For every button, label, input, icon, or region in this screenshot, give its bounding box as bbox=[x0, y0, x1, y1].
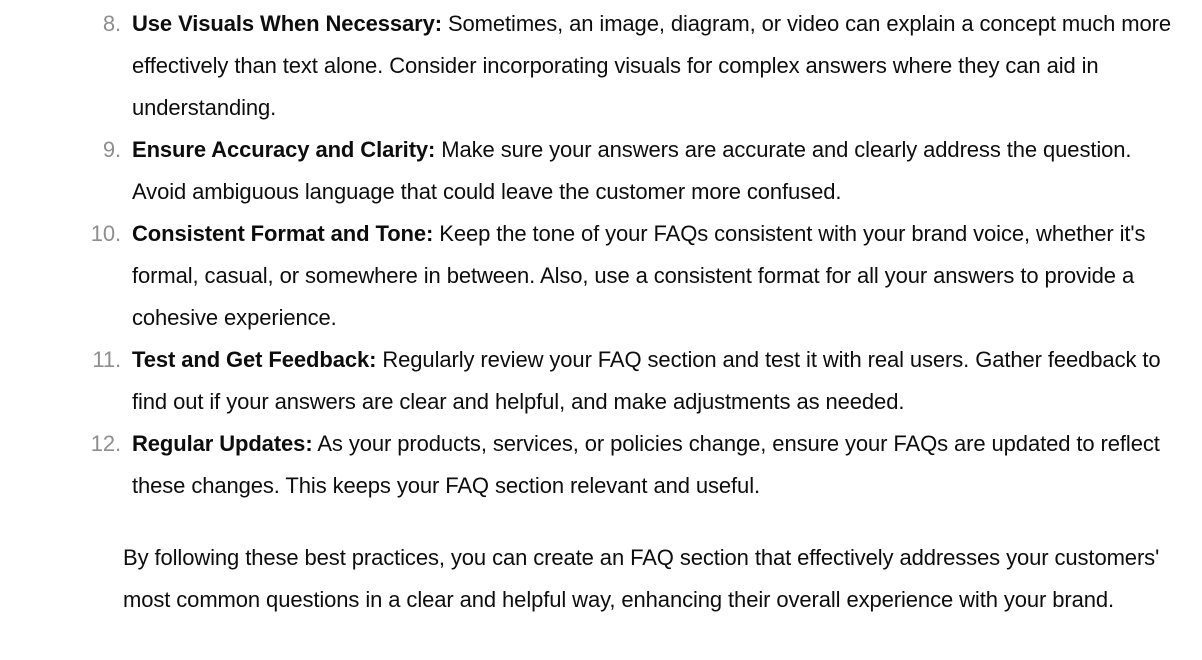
best-practices-list bbox=[0, 3, 1202, 507]
list-item-text: Regularly review your FAQ section and test it with real users. Gather feedback to find out if your answers are clear and helpful, and make adjustments as needed. bbox=[132, 347, 1161, 414]
list-item-text: Make sure your answers are accurate and clearly address the question. Avoid ambiguous language that could leave the customer more confused. bbox=[132, 137, 1132, 204]
list-item-number: 10. bbox=[90, 221, 121, 246]
list-item-number: 11. bbox=[92, 347, 121, 372]
list-item bbox=[0, 213, 1202, 339]
list-item-text: Keep the tone of your FAQs consistent with your brand voice, whether it's formal, casual, or somewhere in between. Also, use a consistent format for all your answers to provide a cohesive experience. bbox=[132, 221, 1146, 330]
list-item-title: Test and Get Feedback: bbox=[132, 347, 377, 372]
list-item bbox=[0, 3, 1202, 129]
list-item-number: 9. bbox=[102, 137, 121, 162]
summary-paragraph: By following these best practices, you can create an FAQ section that effectively addresses your customers' most common questions in a clear and helpful way, enhancing their overall experience with your brand. bbox=[123, 545, 1160, 612]
list-item bbox=[0, 129, 1202, 213]
list-item-number: 8. bbox=[102, 11, 121, 36]
list-item-text: Sometimes, an image, diagram, or video can explain a concept much more effectively than text alone. Consider incorporating visuals for complex answers where they can aid in understanding. bbox=[132, 11, 1171, 120]
list-item-number: 12. bbox=[90, 431, 121, 456]
list-item bbox=[0, 339, 1202, 423]
list-item-title: Use Visuals When Necessary: bbox=[132, 11, 442, 36]
list-item-title: Regular Updates: bbox=[132, 431, 313, 456]
list-item-title: Ensure Accuracy and Clarity: bbox=[132, 137, 436, 162]
list-item bbox=[0, 423, 1202, 507]
list-item-title: Consistent Format and Tone: bbox=[132, 221, 434, 246]
list-item-text: As your products, services, or policies change, ensure your FAQs are updated to reflect these changes. This keeps your FAQ section relevant and useful. bbox=[132, 431, 1160, 498]
